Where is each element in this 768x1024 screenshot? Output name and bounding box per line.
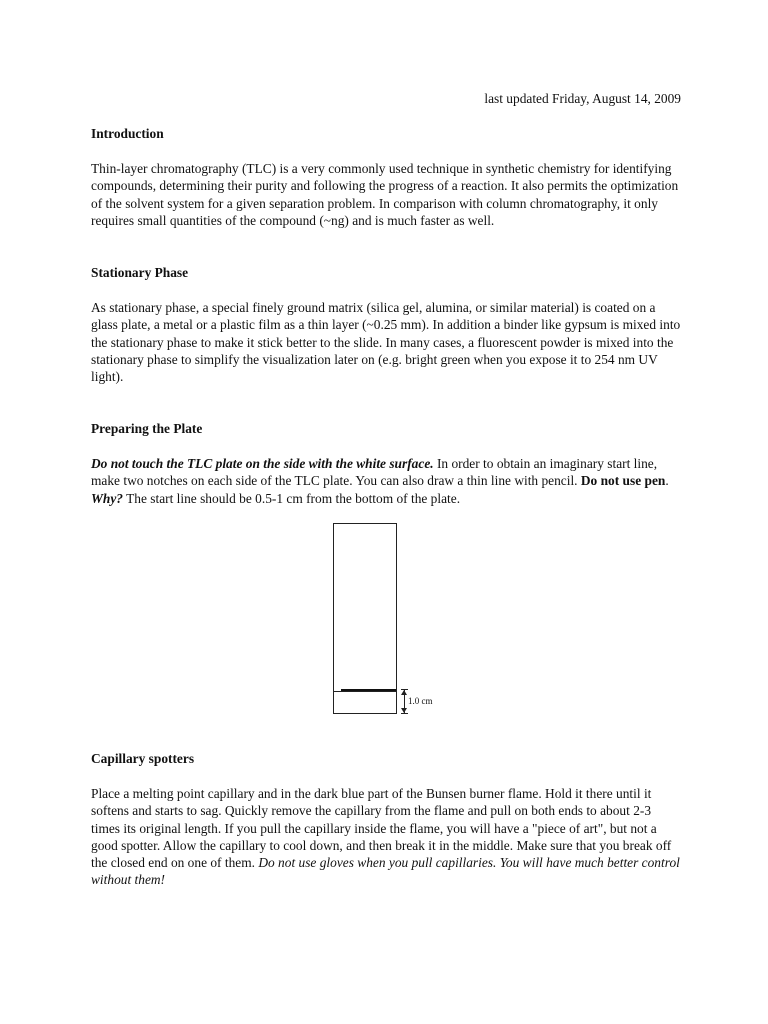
- dimension-arrow-up-icon: [401, 690, 407, 695]
- stationary-phase-paragraph: As stationary phase, a special finely ground matrix (silica gel, alumina, or similar material) is coated on a glass plate, a metal or a plastic film as a thin layer (~0.25 mm). In addition a binder like gypsum is mixed into the stationary phase to make it stick better to the slide. In many cases, a fluorescent powder is mixed into the stationary phase to simplify the visualization later on (e.g. bright green when you expose it to 254 nm UV light).: [91, 300, 681, 385]
- why-text: Why?: [91, 490, 123, 506]
- tlc-plate-figure: [333, 523, 453, 718]
- stationary-phase-heading: Stationary Phase: [91, 265, 189, 280]
- preparing-plate-paragraph: [91, 455, 681, 507]
- gloves-warning-text: Do not use gloves when you pull capillaries. You will have much better control without them!: [91, 855, 680, 888]
- preparing-text-2: The start line should be 0.5-1 cm from the bottom of the plate.: [123, 490, 461, 506]
- preparing-plate-heading: Preparing the Plate: [91, 421, 203, 436]
- capillary-spotters-paragraph: [91, 785, 681, 889]
- preparing-text-1: In order to obtain an imaginary start line, make two notches on each side of the TLC plate. You can also draw a thin line with pencil.: [91, 456, 658, 489]
- plate-bottom-divider: [333, 691, 397, 692]
- dimension-tick-bottom: [401, 713, 408, 714]
- preparing-separator: .: [665, 473, 669, 489]
- touch-warning-text: Do not touch the TLC plate on the side with the white surface.: [91, 456, 434, 471]
- dimension-label: 1.0 cm: [408, 696, 433, 706]
- introduction-paragraph: Thin-layer chromatography (TLC) is a very commonly used technique in synthetic chemistry for identifying compounds, determining their purity and following the progress of a reaction. It also permits the optimization of the solvent system for a given separation problem. In comparison with column chromatography, it only requires small quantities of the compound (~ng) and is much faster as well.: [91, 161, 679, 228]
- capillary-spotters-heading: Capillary spotters: [91, 751, 195, 766]
- capillary-body-text: Place a melting point capillary and in the dark blue part of the Bunsen burner flame. Hold it there until it softens and starts to sag. Quickly remove the capillary from the flame and pull on both ends to about 2-3 times its original length. If you pull the capillary inside the flame, you will have a "piece of art", but not a good spotter. Allow the capillary to cool down, and then break it in the middle. Make sure that you break off the closed end on one of them.: [91, 786, 672, 871]
- no-pen-text: Do not use pen: [580, 473, 666, 489]
- tlc-plate-outline: [333, 523, 397, 714]
- last-updated-text: last updated Friday, August 14, 2009: [484, 91, 681, 106]
- introduction-heading: Introduction: [91, 126, 164, 141]
- start-line: [341, 689, 396, 691]
